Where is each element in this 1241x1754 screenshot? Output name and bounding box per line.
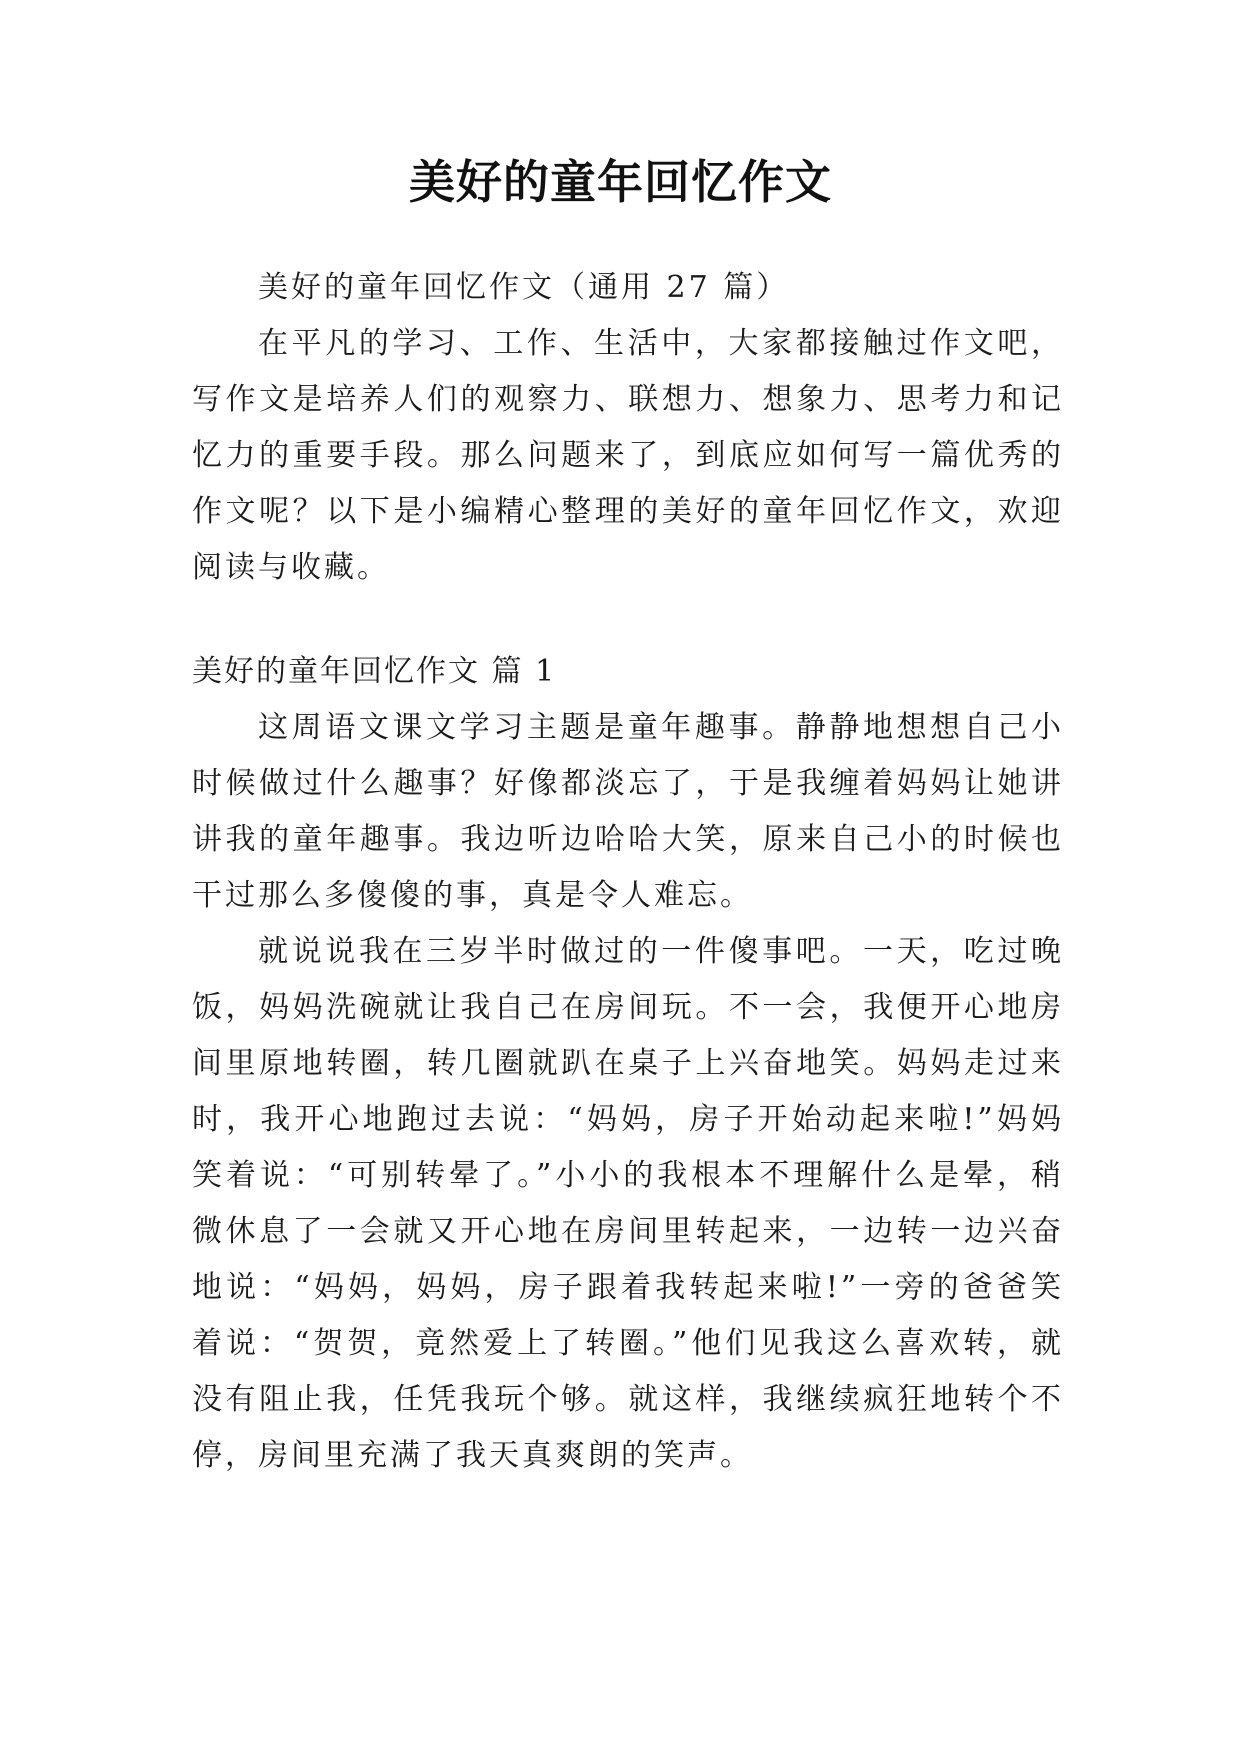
section-heading: 美好的童年回忆作文 篇 1 — [192, 654, 557, 689]
body-paragraph: 这周语文课文学习主题是童年趣事。静静地想想自己小时候做过什么趣事？好像都淡忘了，于是我缠着妈妈让她讲讲我的童年趣事。我边听边哈哈大笑，原来自己小的时候也干过那么多傻傻的事，真是令人难忘。 — [192, 710, 1064, 913]
document-body — [192, 260, 1064, 1484]
section-spacer — [192, 596, 1064, 644]
document-subtitle: 美好的童年回忆作文（通用 27 篇） — [258, 270, 790, 305]
intro-paragraph: 在平凡的学习、工作、生活中，大家都接触过作文吧，写作文是培养人们的观察力、联想力、想象力、思考力和记忆力的重要手段。那么问题来了，到底应如何写一篇优秀的作文呢？以下是小编精心整理的美好的童年回忆作文，欢迎阅读与收藏。 — [192, 326, 1064, 585]
document-title: 美好的童年回忆作文 — [409, 155, 832, 209]
body-paragraph: 就说说我在三岁半时做过的一件傻事吧。一天，吃过晚饭，妈妈洗碗就让我自己在房间玩。不一会，我便开心地房间里原地转圈，转几圈就趴在桌子上兴奋地笑。妈妈走过来时，我开心地跑过去说：“妈妈，房子开始动起来啦!”妈妈笑着说：“可别转晕了。”小小的我根本不理解什么是晕，稍微休息了一会就又开心地在房间里转起来，一边转一边兴奋地说：“妈妈，妈妈，房子跟着我转起来啦!”一旁的爸爸笑着说：“贺贺，竟然爱上了转圈。”他们见我这么喜欢转，就没有阻止我，任凭我玩个够。就这样，我继续疯狂地转个不停，房间里充满了我天真爽朗的笑声。 — [192, 934, 1064, 1473]
